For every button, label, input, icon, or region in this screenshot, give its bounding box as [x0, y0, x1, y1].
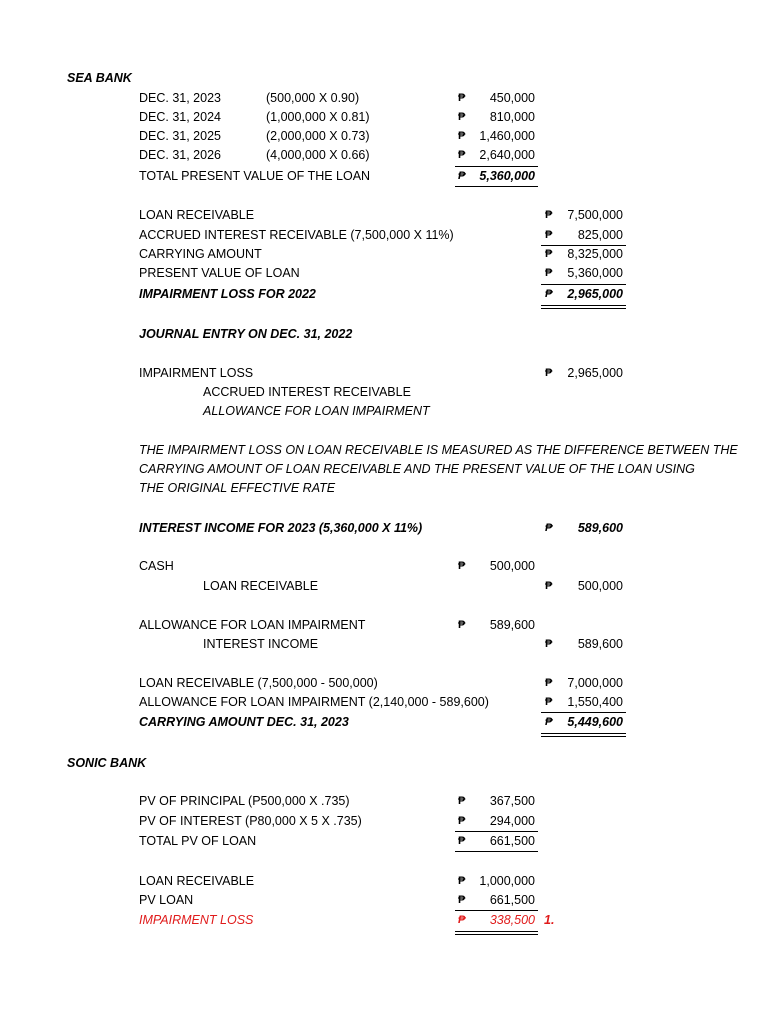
sonic-pv-label: TOTAL PV OF LOAN	[139, 834, 257, 848]
sonic-pv-label: PV OF INTEREST (P80,000 X 5 X .735)	[139, 814, 362, 828]
peso-sign: ₱	[545, 716, 553, 728]
ca2023-row-label: ALLOWANCE FOR LOAN IMPAIRMENT (2,140,000 - 589,600)	[139, 695, 489, 709]
interest-income-amount: 589,600	[577, 521, 623, 535]
entry-debit-row	[0, 557, 768, 576]
double-underline	[541, 305, 626, 309]
pv-total-amount: 5,360,000	[479, 169, 535, 183]
peso-sign: ₱	[545, 696, 553, 708]
carrying-row-amount: 8,325,000	[567, 247, 623, 261]
sonic-loss-amount: 1,000,000	[479, 874, 535, 888]
peso-sign: ₱	[545, 522, 553, 534]
sonic-loss-amount: 661,500	[489, 893, 535, 907]
sonic-pv-row	[0, 832, 768, 851]
impairment-amount: 2,965,000	[567, 287, 623, 301]
carrying-row-label: LOAN RECEIVABLE	[139, 208, 255, 222]
peso-sign: ₱	[545, 248, 553, 260]
entry-credit-amount: 589,600	[577, 637, 623, 651]
peso-sign: ₱	[545, 677, 553, 689]
pv-row-amount: 450,000	[489, 91, 535, 105]
peso-sign: ₱	[545, 638, 553, 650]
pv-row-calc: (4,000,000 X 0.66)	[266, 148, 370, 162]
peso-sign: ₱	[458, 149, 466, 161]
carrying-row	[0, 264, 768, 283]
ca2023-row	[0, 674, 768, 693]
entry-credit-row	[0, 577, 768, 596]
journal-heading: JOURNAL ENTRY ON DEC. 31, 2022	[139, 327, 353, 341]
sonic-pv-row	[0, 792, 768, 811]
pv-row	[0, 146, 768, 165]
interest-income-label: INTEREST INCOME FOR 2023 (5,360,000 X 11%)	[139, 521, 423, 535]
sonic-loss-label: PV LOAN	[139, 893, 194, 907]
sonic-impairment-amount: 338,500	[489, 913, 535, 927]
entry-credit-label: INTEREST INCOME	[203, 637, 319, 651]
ca2023-total-label: CARRYING AMOUNT DEC. 31, 2023	[139, 715, 349, 729]
ca2023-row-label: LOAN RECEIVABLE (7,500,000 - 500,000)	[139, 676, 378, 690]
sonic-impairment-row	[0, 911, 768, 930]
double-underline	[541, 733, 626, 737]
carrying-row	[0, 206, 768, 225]
sonic-loss-row	[0, 891, 768, 910]
peso-sign: ₱	[545, 209, 553, 221]
pv-row-amount: 810,000	[489, 110, 535, 124]
ca2023-row-amount: 7,000,000	[567, 676, 623, 690]
pv-row-calc: (2,000,000 X 0.73)	[266, 129, 370, 143]
journal-debit-row	[0, 364, 768, 383]
peso-sign: ₱	[545, 288, 553, 300]
pv-row-label: DEC. 31, 2025	[139, 129, 221, 143]
peso-sign: ₱	[545, 267, 553, 279]
peso-sign: ₱	[458, 914, 466, 926]
pv-row-amount: 1,460,000	[479, 129, 535, 143]
carrying-row-amount: 825,000	[577, 228, 623, 242]
journal-credit-row	[0, 402, 768, 421]
carrying-row-amount: 5,360,000	[567, 266, 623, 280]
carrying-row-label: CARRYING AMOUNT	[139, 247, 262, 261]
peso-sign: ₱	[458, 170, 466, 182]
answer-marker: 1.	[544, 913, 555, 927]
journal-debit-amount: 2,965,000	[567, 366, 623, 380]
pv-row	[0, 127, 768, 146]
note-text: THE ORIGINAL EFFECTIVE RATE	[139, 481, 336, 495]
peso-sign: ₱	[458, 894, 466, 906]
total-underline	[455, 186, 538, 187]
pv-row-calc: (1,000,000 X 0.81)	[266, 110, 370, 124]
pv-row-label: DEC. 31, 2026	[139, 148, 221, 162]
peso-sign: ₱	[458, 815, 466, 827]
sonic-bank-heading-row	[0, 754, 768, 773]
total-underline	[455, 851, 538, 852]
journal-heading-row	[0, 325, 768, 344]
peso-sign: ₱	[545, 229, 553, 241]
pv-total-row	[0, 167, 768, 186]
sonic-pv-row	[0, 812, 768, 831]
journal-credit-label: ACCRUED INTEREST RECEIVABLE	[203, 385, 411, 399]
pv-total-label: TOTAL PRESENT VALUE OF THE LOAN	[139, 169, 371, 183]
sonic-pv-amount: 661,500	[489, 834, 535, 848]
carrying-row-label: ACCRUED INTEREST RECEIVABLE (7,500,000 X 11%)	[139, 228, 454, 242]
sonic-loss-row	[0, 872, 768, 891]
pv-row-calc: (500,000 X 0.90)	[266, 91, 360, 105]
peso-sign: ₱	[458, 795, 466, 807]
pv-row-amount: 2,640,000	[479, 148, 535, 162]
carrying-row	[0, 226, 768, 245]
entry-credit-label: LOAN RECEIVABLE	[203, 579, 319, 593]
peso-sign: ₱	[458, 92, 466, 104]
note-line	[0, 460, 695, 479]
entry-debit-row	[0, 616, 768, 635]
ca2023-total-amount: 5,449,600	[567, 715, 623, 729]
peso-sign: ₱	[458, 619, 466, 631]
peso-sign: ₱	[458, 560, 466, 572]
pv-row-label: DEC. 31, 2023	[139, 91, 221, 105]
carrying-row-label: PRESENT VALUE OF LOAN	[139, 266, 300, 280]
pv-row	[0, 89, 768, 108]
pv-row	[0, 108, 768, 127]
entry-debit-label: ALLOWANCE FOR LOAN IMPAIRMENT	[139, 618, 366, 632]
entry-credit-amount: 500,000	[577, 579, 623, 593]
sea-bank-heading-row	[0, 69, 768, 88]
carrying-row	[0, 245, 768, 264]
pv-row-label: DEC. 31, 2024	[139, 110, 221, 124]
sonic-loss-label: LOAN RECEIVABLE	[139, 874, 255, 888]
sonic-pv-amount: 367,500	[489, 794, 535, 808]
ca2023-total-row	[0, 713, 768, 732]
impairment-row	[0, 285, 768, 304]
sonic-pv-amount: 294,000	[489, 814, 535, 828]
peso-sign: ₱	[545, 367, 553, 379]
double-underline	[455, 931, 538, 935]
entry-debit-amount: 589,600	[489, 618, 535, 632]
journal-credit-label: ALLOWANCE FOR LOAN IMPAIRMENT	[203, 404, 430, 418]
peso-sign: ₱	[458, 835, 466, 847]
journal-debit-label: IMPAIRMENT LOSS	[139, 366, 254, 380]
peso-sign: ₱	[458, 111, 466, 123]
note-text: THE IMPAIRMENT LOSS ON LOAN RECEIVABLE IS MEASURED AS THE DIFFERENCE BETWEEN THE	[139, 443, 738, 457]
entry-credit-row	[0, 635, 768, 654]
note-text: CARRYING AMOUNT OF LOAN RECEIVABLE AND THE PRESENT VALUE OF THE LOAN USING	[139, 462, 695, 476]
sea-bank-heading: SEA BANK	[67, 71, 132, 85]
note-line	[0, 479, 632, 498]
ca2023-row-amount: 1,550,400	[567, 695, 623, 709]
journal-credit-row	[0, 383, 768, 402]
peso-sign: ₱	[458, 130, 466, 142]
peso-sign: ₱	[545, 580, 553, 592]
carrying-row-amount: 7,500,000	[567, 208, 623, 222]
ca2023-row	[0, 693, 768, 712]
peso-sign: ₱	[458, 875, 466, 887]
note-line	[0, 441, 738, 460]
impairment-label: IMPAIRMENT LOSS FOR 2022	[139, 287, 316, 301]
interest-income-row	[0, 519, 768, 538]
entry-debit-label: CASH	[139, 559, 174, 573]
sonic-bank-heading: SONIC BANK	[67, 756, 147, 770]
sonic-impairment-label: IMPAIRMENT LOSS	[139, 913, 254, 927]
sonic-pv-label: PV OF PRINCIPAL (P500,000 X .735)	[139, 794, 350, 808]
entry-debit-amount: 500,000	[489, 559, 535, 573]
